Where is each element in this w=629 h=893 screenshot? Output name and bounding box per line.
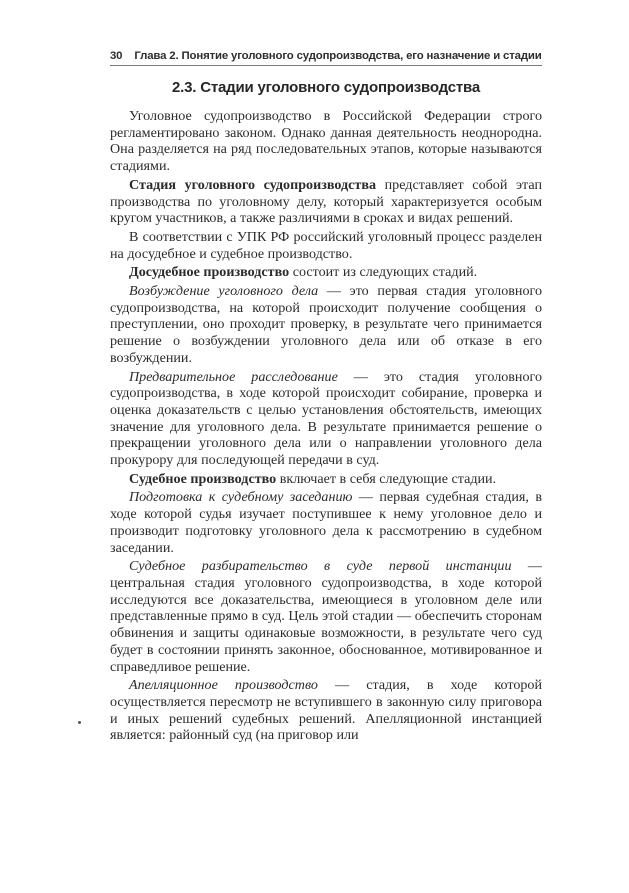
paragraph-text: — это первая стадия уголовного судопроизводства, на которой происходит получение сообщения о преступлении, оно проходит проверку, в результате чего принимается решение о возбуждении уголовного дела или об отказе в его возбуждении. — [110, 283, 542, 366]
term-italic: Судебное разбирательство в суде первой инстанции — [129, 558, 512, 575]
paragraph-text: — первая судебная стадия, в ходе которой судья изучает поступившее к нему уголовное дело и производит подготовку уголовного дела к рассмотрению в судебном заседании. — [110, 489, 543, 556]
section-title: 2.3. Стадии уголовного судопроизводства — [172, 79, 480, 96]
paragraph-stage-definition — [110, 177, 542, 227]
paragraph-text: представляет собой этап производства по уголовному делу, который характеризуется особым кругом участников, а также различиями в сроках и видах решений. — [110, 176, 542, 227]
term-italic: Апелляционное производство — [129, 677, 318, 694]
paragraph-preparation — [110, 489, 542, 556]
paragraph-initiation — [110, 283, 542, 367]
paragraph-text: — стадия, в ходе которой осуществляется пересмотр не вступившего в законную силу приговора и иных решений судебных решений. Апелляционной инстанцией является: районный суд (на приговор или — [110, 677, 542, 744]
paragraph-text: состоит из следующих стадий. — [289, 264, 478, 281]
body-text — [110, 108, 542, 744]
term-bold: Досудебное производство — [129, 264, 290, 281]
term-italic: Подготовка к судебному заседанию — [129, 489, 353, 506]
paragraph-text: включает в себя следующие стадии. — [276, 470, 497, 487]
paragraph-appeal — [110, 677, 542, 744]
paragraph-trial — [110, 471, 542, 488]
paragraph-pretrial — [110, 264, 542, 281]
paragraph-text: — это стадия уголовного судопроизводства, в ходе которой происходит собирание, проверка и оценка доказательств с целью установления обстоятельств, имеющих значение для уголовного дела. В результате принимается решение о прекращении уголовного дела или о направлении уголовного дела прокурору для последующей передачи в суд. — [110, 368, 542, 469]
page-number: 30 — [110, 50, 123, 62]
paragraph-first-instance — [110, 558, 542, 675]
book-page — [110, 50, 542, 746]
paragraph-intro: Уголовное судопроизводство в Российской Федерации строго регламентировано законом. Однако данная деятельность неоднородна. Она разделяется на ряд последовательных этапов, которые называются стадиями. — [110, 108, 542, 175]
running-head — [110, 50, 542, 66]
term-bold: Судебное производство — [129, 470, 277, 487]
paragraph-text: — центральная стадия уголовного судопроизводства, в ходе которой исследуются все доказательства, имеющиеся в уголовном деле или представленные прямо в суд. Цель этой стадии — обеспечить сторонам обвинения и защиты одинаковые возможности, в результате чего суд будет в состоянии принять законное, обоснованное, мотивированное и справедливое решение. — [110, 558, 542, 675]
paragraph-upk: В соответствии с УПК РФ российский уголовный процесс разделен на досудебное и судебное производство. — [110, 228, 542, 262]
scan-speck — [78, 721, 81, 724]
term-italic: Возбуждение уголовного дела — [129, 283, 319, 300]
paragraph-investigation — [110, 369, 542, 469]
term-bold: Стадия уголовного судопроизводства — [129, 176, 376, 193]
term-italic: Предварительное расследование — [129, 368, 338, 385]
chapter-title: Глава 2. Понятие уголовного судопроизводства, его назначение и стадии — [134, 50, 542, 62]
